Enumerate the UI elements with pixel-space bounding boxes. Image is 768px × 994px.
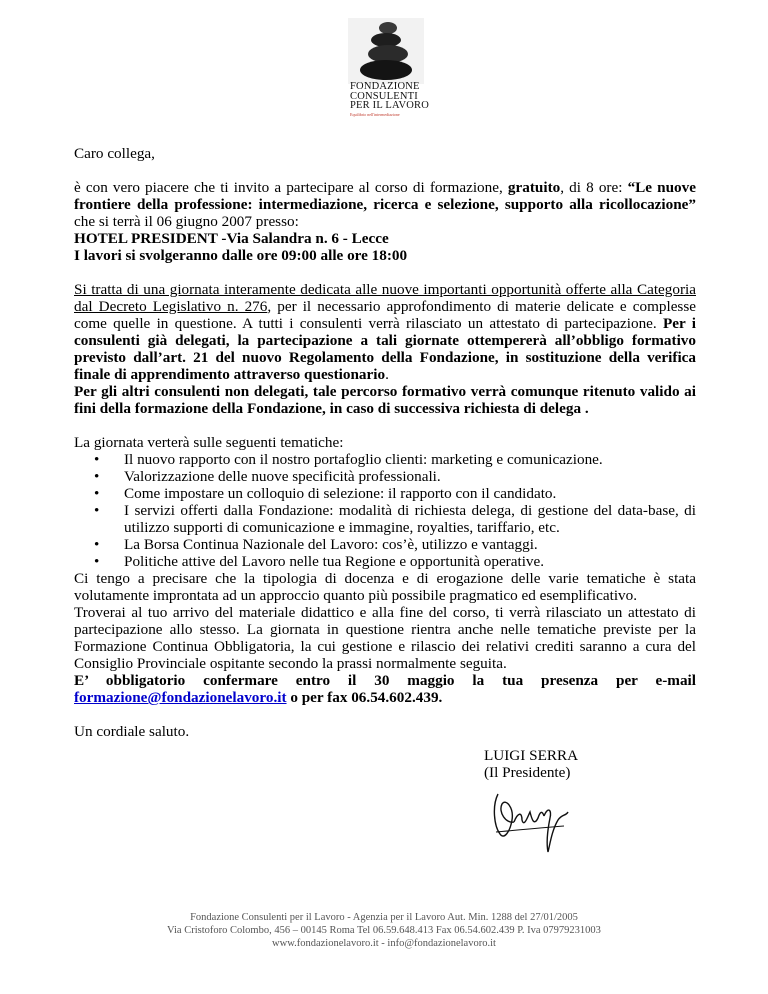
- logo-tagline: Equilibrio nell'intermediazione: [350, 112, 400, 117]
- materials-paragraph: Troverai al tuo arrivo del materiale didattico e alla fine del corso, ti verrà rilasciato un attestato di partecipazione allo stesso. La giornata in questione rientra anche nelle tematiche previste per la Formazione Continua Obbligatoria, la cui gestione e rilascio dei relativi crediti saranno a cura del Consiglio Provinciale ospitante secondo la prassi normalmente seguita.: [74, 604, 696, 672]
- hours: I lavori si svolgeranno dalle ore 09:00 alle ore 18:00: [74, 247, 408, 264]
- logo-wordmark: [350, 82, 430, 111]
- topic-item: • Valorizzazione delle nuove specificità professionali.: [112, 468, 696, 485]
- topic-item: • Politiche attive del Lavoro nelle tua Regione e opportunità operative.: [112, 553, 696, 570]
- description-dot: .: [385, 366, 389, 383]
- footer-agency: Fondazione Consulenti per il Lavoro - Agenzia per il Lavoro Aut. Min. 1288 del 27/01/2005: [190, 912, 578, 923]
- footer-web: www.fondazionelavoro.it - info@fondazionelavoro.it: [272, 938, 496, 949]
- intro-date: che si terrà il 06 giugno 2007 presso:: [74, 213, 299, 230]
- confirmation-contact: [74, 689, 696, 706]
- salutation: Caro collega,: [74, 145, 155, 162]
- topics-list: [74, 451, 696, 570]
- venue: HOTEL PRESIDENT -Via Salandra n. 6 - Lecce: [74, 230, 389, 247]
- intro-text: è con vero piacere che ti invito a partecipare al corso di formazione,: [74, 179, 508, 196]
- logo-line-1: FONDAZIONE: [350, 81, 420, 92]
- topic-item: • I servizi offerti dalla Fondazione: modalità di richiesta delega, di gestione del data-base, di utilizzo supporti di comunicazione e immagine, royalties, tariffario, etc.: [112, 502, 696, 536]
- description-underlined: Si tratta di una giornata interamente dedicata alle nuove importanti opportunità offerte alla Categoria dal Decreto Legislativo n. 276: [74, 281, 696, 315]
- course-title: “Le nuove frontiere della professione: intermediazione, ricerca e selezione, supporto alla ricollocazione”: [74, 179, 696, 213]
- footer: [0, 911, 768, 950]
- logo-line-2: CONSULENTI: [350, 90, 418, 102]
- footer-address: Via Cristoforo Colombo, 456 – 00145 Roma Tel 06.59.648.413 Fax 06.54.602.439 P. Iva 07979231003: [167, 925, 601, 936]
- topic-item: • Come impostare un colloquio di selezione: il rapporto con il candidato.: [112, 485, 696, 502]
- topic-item: • Il nuovo rapporto con il nostro portafoglio clienti: marketing e comunicazione.: [112, 451, 696, 468]
- signer-name: LUIGI SERRA: [484, 747, 579, 764]
- delegates-note: Per i consulenti già delegati, la partecipazione a tali giornate ottempererà all’obbligo formativo previsto dall’art. 21 del nuovo Regolamento della Fondazione, in sostituzione della verifica finale di apprendimento attraverso questionario: [74, 315, 696, 383]
- confirmation-email-link[interactable]: formazione@fondazionelavoro.it: [74, 689, 287, 706]
- handwritten-signature: [488, 776, 578, 856]
- confirmation-fax: o per fax 06.54.602.439.: [286, 689, 443, 706]
- methodology-paragraph: Ci tengo a precisare che la tipologia di docenza e di erogazione delle varie tematiche è stata volutamente improntata ad un approccio quanto più possibile pragmatico ed esemplificativo.: [74, 570, 696, 604]
- topics-intro: La giornata verterà sulle seguenti tematiche:: [74, 434, 344, 451]
- non-delegates-note: [74, 383, 696, 417]
- intro-gratuito: gratuito: [507, 179, 561, 196]
- non-delegates-text: Per gli altri consulenti non delegati, tale percorso formativo verrà comunque ritenuto valido ai fini della formazione della Fondazione, in caso di successiva richiesta di delega .: [74, 383, 696, 417]
- intro-paragraph: [74, 179, 696, 230]
- signer-role: (Il Presidente): [484, 764, 571, 781]
- logo-line-3: PER IL LAVORO: [350, 100, 430, 111]
- topic-item: • La Borsa Continua Nazionale del Lavoro: cos’è, utilizzo e vantaggi.: [112, 536, 696, 553]
- intro-mid: , di 8 ore:: [560, 179, 628, 196]
- confirmation-line: E’ obbligatorio confermare entro il 30 maggio la tua presenza per e-mail: [74, 672, 696, 689]
- description-paragraph: [74, 281, 696, 383]
- description-text: , per il necessario approfondimento di materie delicate e complesse come quelle in questione. A tutti i consulenti verrà rilasciato un attestato di partecipazione.: [74, 298, 696, 332]
- closing: Un cordiale saluto.: [74, 723, 190, 740]
- topics-section: [74, 434, 696, 570]
